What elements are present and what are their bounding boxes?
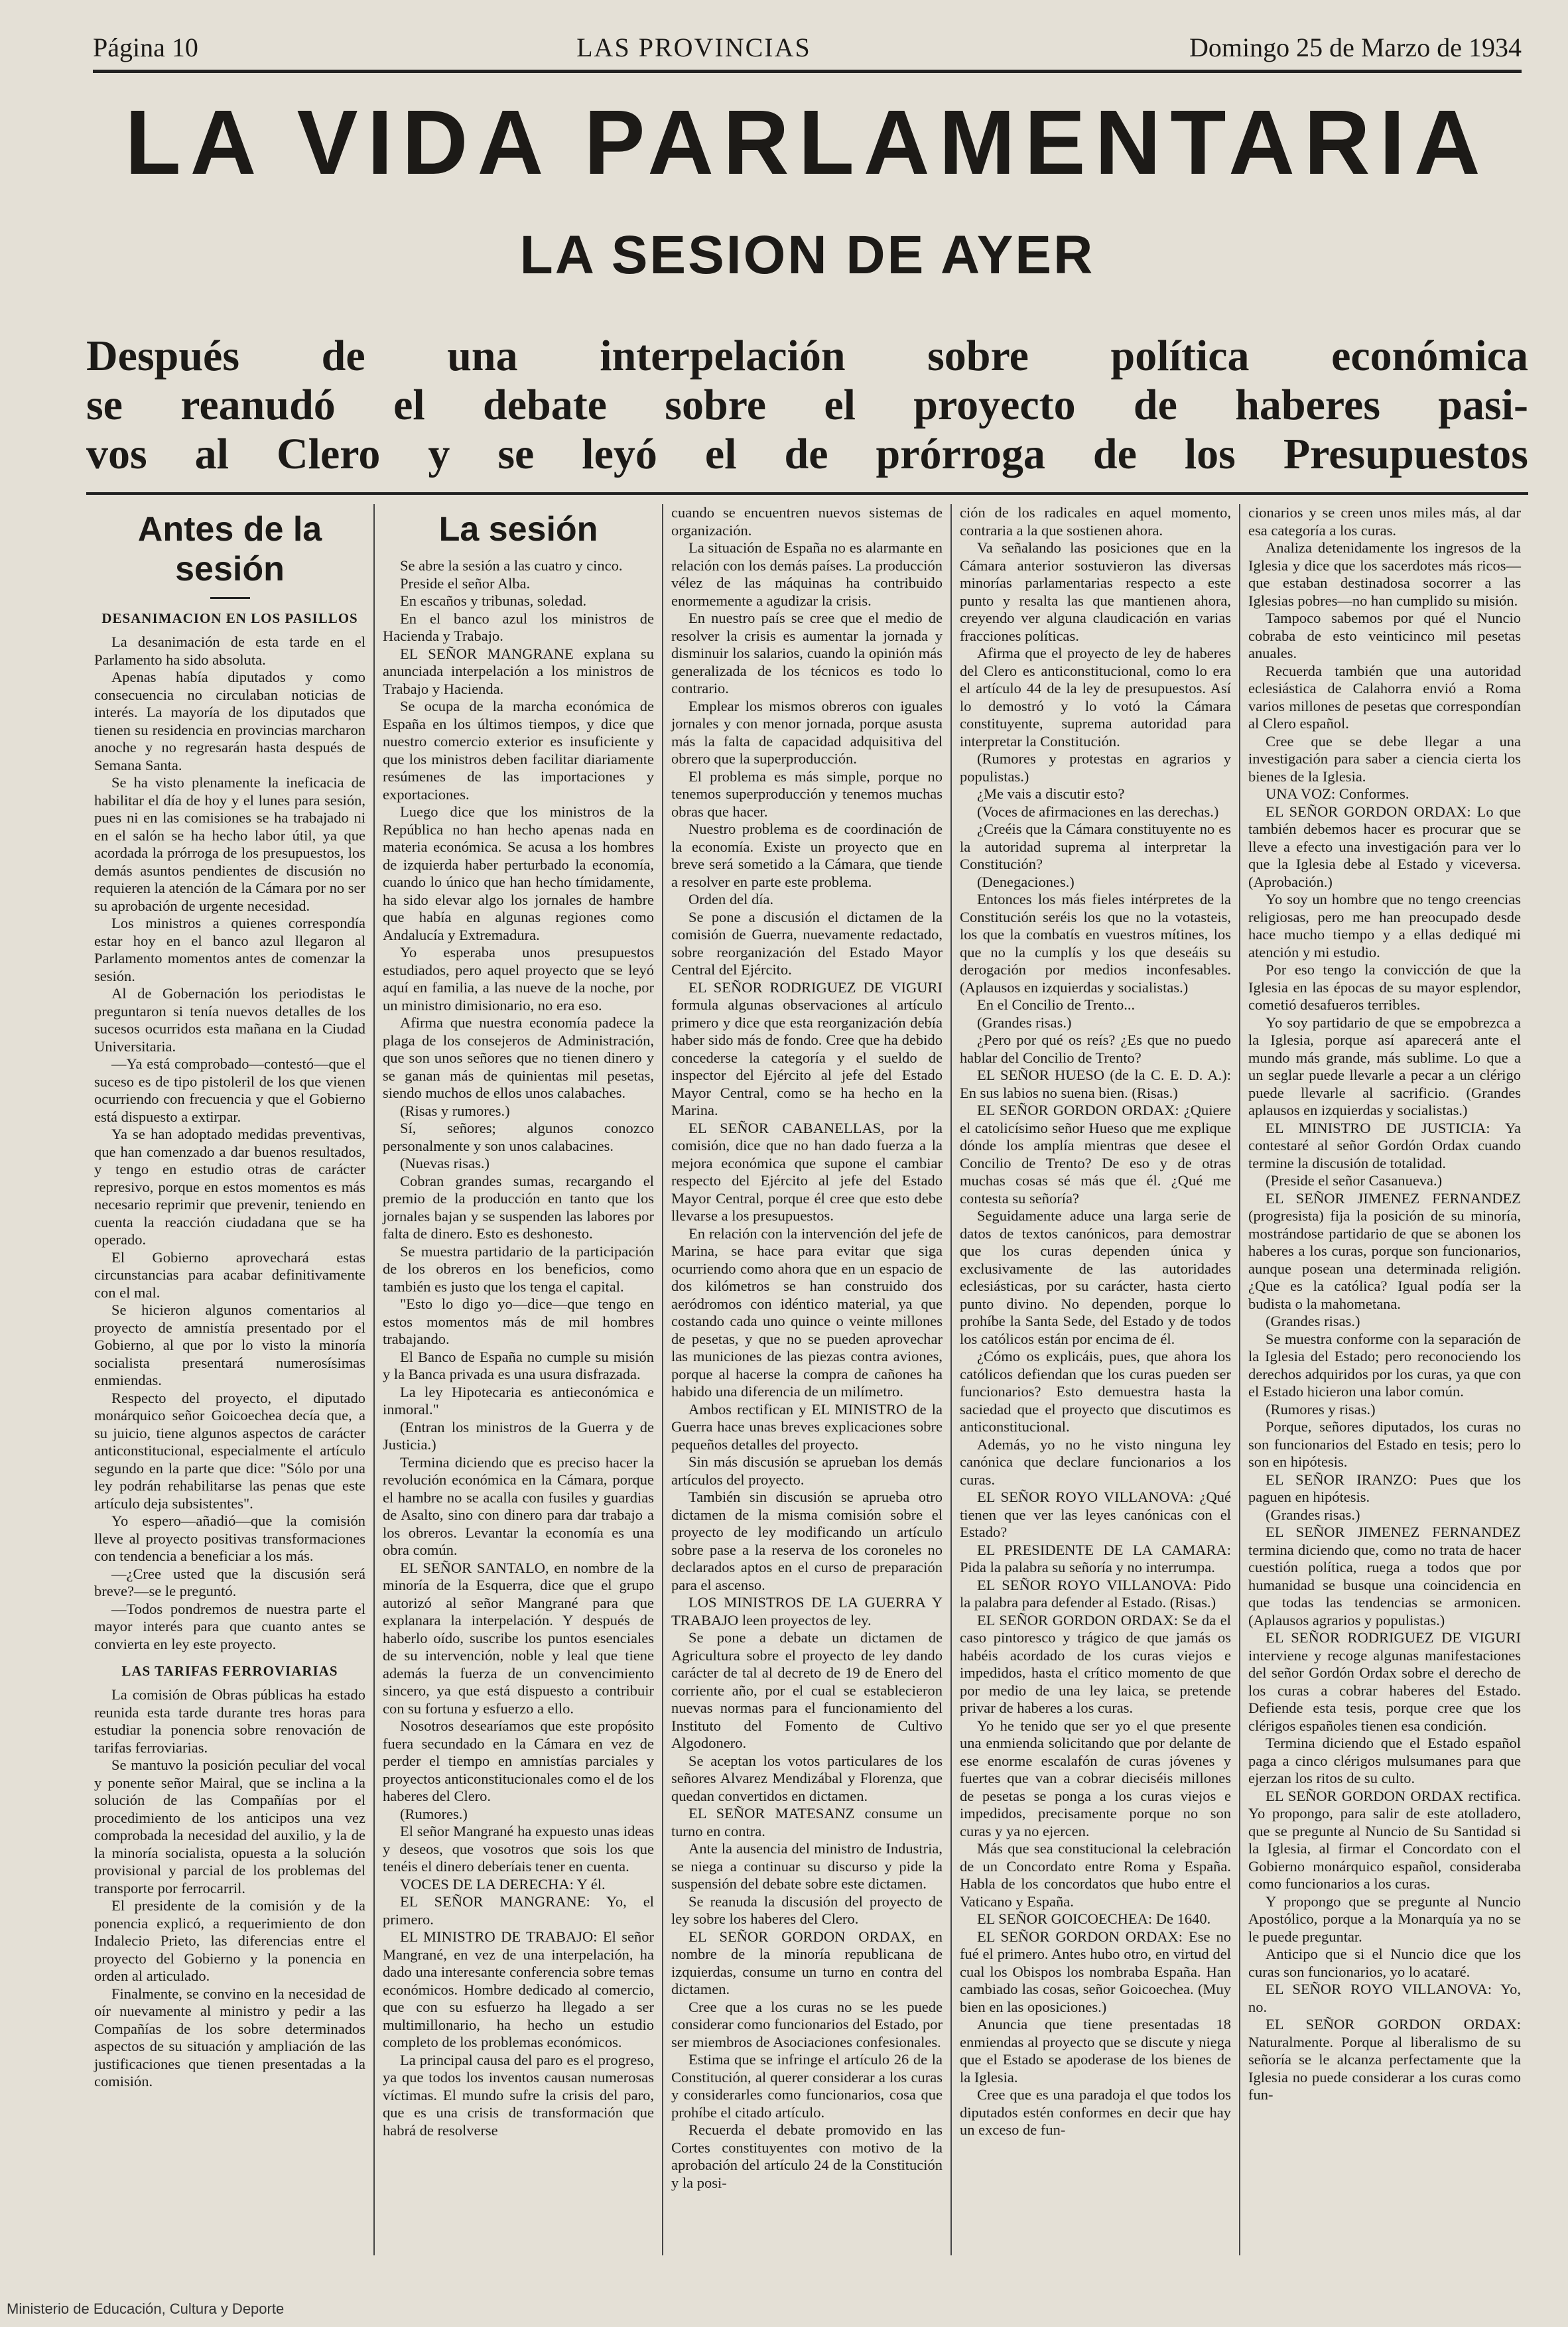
paragraph: EL SEÑOR GORDON ORDAX: Lo que también debemos hacer es procurar que se lleve a efecto una investigación para ver lo que la Iglesia debe al Estado y viceversa. (Aprobación.) xyxy=(1248,803,1521,890)
paragraph: El Banco de España no cumple su misión y la Banca privada es una usura disfrazada. xyxy=(383,1348,654,1382)
paragraph: EL SEÑOR GORDON ORDAX: ¿Quiere el catolicísimo señor Hueso que me explique dónde los amplía mientras que desee el Concilio de Trento? De eso y de otras muchas cosas sé más que él. ¿Qué me contesta su señoría? xyxy=(960,1102,1231,1207)
paragraph: (Risas y rumores.) xyxy=(400,1102,510,1119)
section-subtitle: LA SESION DE AYER xyxy=(519,225,1095,285)
paragraph: Orden del día. xyxy=(688,891,774,907)
paragraph: EL SEÑOR ROYO VILLANOVA: ¿Qué tienen que ver las leyes canónicas con el Estado? xyxy=(960,1489,1231,1540)
paragraph: EL SEÑOR RODRIGUEZ DE VIGURI interviene y recoge algunas manifestaciones del señor Gordón Ordax sobre el derecho de los curas a cobrar haberes del Estado. Defiende esta tesis, porque cree que los clérigos españoles tienen esa condición. xyxy=(1248,1629,1521,1734)
column-5 xyxy=(1240,504,1529,2255)
main-headline xyxy=(86,332,1528,479)
paragraph: Yo espero—añadió—que la comisión lleve al proyecto positivas transformaciones con tendencia a beneficiar a los más. xyxy=(94,1512,365,1564)
paragraph: Respecto del proyecto, el diputado monárquico señor Goicoechea decía que, a su juicio, tiene algunos aspectos de carácter anticonstitucional, especialmente el artículo segundo en la parte que dice: "Sólo por una ley podrán rehabilitarse las penas que este artículo deja subsistentes". xyxy=(94,1389,365,1512)
paragraph: Se hicieron algunos comentarios al proyecto de amnistía presentado por el Gobierno, al que por lo visto la minoría socialista presentará numerosísimas enmiendas. xyxy=(94,1301,365,1388)
paragraph: Y propongo que se pregunte al Nuncio Apostólico, porque a la Monarquía ya no se le puede preguntar. xyxy=(1248,1893,1521,1945)
paragraph: Se muestra partidario de la participación de los obreros en los beneficios, como también es justo que los tenga el capital. xyxy=(383,1242,654,1295)
paragraph: EL MINISTRO DE JUSTICIA: Ya contestaré al señor Gordón Ordax cuando termine la discusión de totalidad. xyxy=(1248,1119,1521,1171)
column-heading: La sesión xyxy=(438,510,598,549)
paragraph: (Voces de afirmaciones en las derechas.) xyxy=(977,803,1219,820)
paragraph: Afirma que el proyecto de ley de haberes del Clero es anticonstitucional, como lo era el artículo 44 de la ley de presupuestos. Así lo demostró y lo votó la Cámara constituyente, suprema autoridad para interpretar la Constitución. xyxy=(960,645,1231,750)
paragraph: El señor Mangrané ha expuesto unas ideas y deseos, que vosotros que sois los que tenéis el dinero deberíais tener en cuenta. xyxy=(383,1823,654,1875)
paragraph: EL SEÑOR GORDON ORDAX: Se da el caso pintoresco y trágico de que jamás os habéis acordado de los curas viejos e impedidos, hasta el crítico momento de que por medio de una ley laica, se pretende privar de haberes a los curas. xyxy=(960,1611,1231,1716)
paragraph: EL SEÑOR HUESO (de la C. E. D. A.): En sus labios no suena bien. (Risas.) xyxy=(960,1067,1231,1101)
paragraph: (Preside el señor Casanueva.) xyxy=(1266,1172,1443,1189)
paragraph: Cree que a los curas no se les puede considerar como funcionarios del Estado, por ser miembros de Asociaciones confesionales. xyxy=(671,1998,943,2050)
column-2 xyxy=(375,504,663,2255)
paragraph: EL SEÑOR ROYO VILLANOVA: Yo, no. xyxy=(1248,1981,1521,2015)
paragraph: Anuncia que tiene presentadas 18 enmiendas al proyecto que se discute y niega que el Estado se apoderase de los bienes de la Iglesia. xyxy=(960,2016,1231,2086)
paragraph: (Entran los ministros de la Guerra y de Justicia.) xyxy=(383,1418,654,1453)
paragraph: Yo soy un hombre que no tengo creencias religiosas, pero me han preocupado desde hace mucho tiempo y a ellas dediqué mi atención y mi estudio. xyxy=(1248,891,1521,961)
paragraph: Más que sea constitucional la celebración de un Concordato entre Roma y España. Habla de los concordatos que hubo entre el Vaticano y España. xyxy=(960,1840,1231,1910)
paragraph: EL SEÑOR JIMENEZ FERNANDEZ (progresista) fija la posición de su minoría, mostrándose partidario de que se abonen los haberes a los curas, porque son funcionarios, aunque posean una determinada religión. ¿Que es la católica? Igual podía ser la budista o la mahometana. xyxy=(1248,1189,1521,1312)
paragraph: EL PRESIDENTE DE LA CAMARA: Pida la palabra su señoría y no interrumpa. xyxy=(960,1541,1231,1575)
paragraph-group xyxy=(94,633,365,1653)
paragraph: EL SEÑOR GORDON ORDAX rectifica. Yo propongo, para salir de este atolladero, que se pregunte al Nuncio de Su Santidad si la Iglesia, al firmar el Concordato con el Gobierno monárquico español, consideraba como funcionarios a los curas. xyxy=(1248,1787,1521,1892)
headline-line: vos al Clero y se leyó el de prórroga de los Presupuestos xyxy=(86,430,1528,478)
paragraph: EL SEÑOR SANTALO, en nombre de la minoría de la Esquerra, dice que el grupo autorizó al señor Mangrané para que explanara la interpelación. Y después de haberlo oído, suscribe los puntos esenciales de su intervención, noble y leal que tiene además la fuerza de un convencimiento sincero, ya que está dispuesto a contribuir con su fortuna y esfuerzo a ello. xyxy=(383,1559,654,1717)
paragraph: Finalmente, se convino en la necesidad de oír nuevamente al ministro y pedir a las Compañías de los sobre determinados aspectos de su situación y ampliación de las justificaciones que tienen presentadas a la comisión. xyxy=(94,1985,365,2090)
paragraph: ción de los radicales en aquel momento, contraria a la que sostienen ahora. xyxy=(960,504,1231,539)
paragraph: UNA VOZ: Conformes. xyxy=(1266,785,1409,802)
paragraph-group xyxy=(960,504,1231,2139)
paragraph-group xyxy=(94,1686,365,2091)
paragraph: (Rumores y risas.) xyxy=(1266,1400,1376,1418)
paragraph: En relación con la intervención del jefe de Marina, se hace para evitar que siga ocurriendo como ahora que en un espacio de dos kilómetros se han construido dos aeródromos con idéntico material, ya que costando cada uno quince o veinte millones de pesetas, y que no se pueden aprovechar las municiones de las piezas contra aviones, porque al hacerse la compra de cañones ha habido una diferencia de un milímetro. xyxy=(671,1225,943,1400)
headline-line: se reanudó el debate sobre el proyecto de haberes pasi- xyxy=(86,381,1528,429)
paragraph: El presidente de la comisión y de la ponencia explicó, a requerimiento de don Indalecio Prieto, las diferencias entre el proyecto del Gobierno y la ponencia en orden al articulado. xyxy=(94,1897,365,1984)
paragraph: Se mantuvo la posición peculiar del vocal y ponente señor Mairal, que se inclina a la solución de las Compañías por el procedimiento de los anticipos una vez comprobada la necesidad del auxilio, y la de la minoría socialista, opuesta a la solución provisional y parcial de los problemas del transporte por ferrocarril. xyxy=(94,1757,365,1896)
paragraph: Ambos rectifican y EL MINISTRO de la Guerra hace unas breves explicaciones sobre pequeños detalles del proyecto. xyxy=(671,1400,943,1453)
paragraph: EL SEÑOR RODRIGUEZ DE VIGURI formula algunas observaciones al artículo primero y dice que esta reorganización debía haber sido más de fondo. Cree que ha debido concederse la categoría y el sueldo de inspector del Ejército al jefe del Estado Mayor Central, como se ha hecho en la Marina. xyxy=(671,978,943,1118)
subheading: LAS TARIFAS FERROVIARIAS xyxy=(121,1663,338,1679)
paragraph: ¿Me vais a discutir esto? xyxy=(977,785,1125,802)
paragraph: Se pone a debate un dictamen de Agricultura sobre el proyecto de ley dando carácter de tal al decreto de 19 de Enero del corriente año, por el cual se establecieron nuevas normas para el funcionamiento del Instituto del Fomento de Cultivo Algodonero. xyxy=(671,1629,943,1751)
paragraph: EL SEÑOR GOICOECHEA: De 1640. xyxy=(977,1910,1211,1927)
paragraph: Afirma que nuestra economía padece la plaga de los consejeros de Administración, que son unos señores que no tienen dinero y se ganan más de quinientas mil pesetas, siendo muchos de ellos unos calabaches. xyxy=(383,1014,654,1101)
paragraph: Se ocupa de la marcha económica de España en los últimos tiempos, y dice que nuestro comercio exterior es insuficiente y que los ministros deben facilitar diariamente resúmenes de las importaciones y exportaciones. xyxy=(383,698,654,803)
paragraph: (Nuevas risas.) xyxy=(400,1155,490,1171)
paragraph: En nuestro país se cree que el medio de resolver la crisis es aumentar la jornada y disminuir los salarios, cuando la opinión más generalizada de los técnicos es todo lo contrario. xyxy=(671,610,943,697)
paragraph: La principal causa del paro es el progreso, ya que todos los inventos causan numerosas víctimas. El mundo sufre la crisis del paro, que es una crisis de transformación que habrá de resolverse xyxy=(383,2051,654,2139)
paragraph: Sí, señores; algunos conozco personalmente y son unos calabacines. xyxy=(383,1120,654,1154)
paragraph: EL SEÑOR GORDON ORDAX: Naturalmente. Porque al liberalismo de su señoría se le alcanza perfectamente que la Iglesia no puede considerar a los curas como fun- xyxy=(1248,2016,1521,2103)
paragraph: Se reanuda la discusión del proyecto de ley sobre los haberes del Clero. xyxy=(671,1893,943,1927)
paragraph: —¿Cree usted que la discusión será breve?—se le preguntó. xyxy=(94,1565,365,1599)
newspaper-name: LAS PROVINCIAS xyxy=(576,33,811,62)
column-1 xyxy=(86,504,375,2255)
paragraph: Porque, señores diputados, los curas no son funcionarios del Estado en tesis; pero lo son en hipótesis. xyxy=(1248,1418,1521,1470)
paragraph: Ante la ausencia del ministro de Industria, se niega a continuar su discurso y pide la suspensión del debate sobre este dictamen. xyxy=(671,1840,943,1892)
paragraph: Emplear los mismos obreros con iguales jornales y con menor jornada, porque asusta más la falta de capacidad adquisitiva del obrero que la superproducción. xyxy=(671,697,943,767)
paragraph: El problema es más simple, porque no tenemos superproducción y tenemos muchas obras que hacer. xyxy=(671,767,943,820)
paragraph: Yo esperaba unos presupuestos estudiados, pero aquel proyecto que se leyó aquí en familia, a las nueve de la noche, por un ministro dimisionario, no era eso. xyxy=(383,944,654,1014)
paragraph: "Esto lo digo yo—dice—que tengo en estos momentos más de mil hombres trabajando. xyxy=(383,1296,654,1347)
paragraph: Recuerda también que una autoridad eclesiástica de Calahorra envió a Roma varios millones de pesetas que correspondían al Clero español. xyxy=(1248,662,1521,732)
paragraph: La comisión de Obras públicas ha estado reunida esta tarde durante tres horas para estudiar la ponencia sobre renovación de tarifas ferroviarias. xyxy=(94,1686,365,1756)
paragraph-group xyxy=(671,504,943,2192)
paragraph: Preside el señor Alba. xyxy=(400,574,531,592)
paragraph: La ley Hipotecaria es antieconómica e inmoral." xyxy=(383,1383,654,1418)
article-columns xyxy=(86,504,1530,2255)
paragraph: ¿Creéis que la Cámara constituyente no es la autoridad suprema al interpretar la Constitución? xyxy=(960,821,1231,872)
paragraph: Se pone a discusión el dictamen de la comisión de Guerra, nuevamente redactado, sobre reorganización del Estado Mayor Central del Ejército. xyxy=(671,908,943,978)
paragraph: EL SEÑOR JIMENEZ FERNANDEZ termina diciendo que, como no trata de hacer cuestión política, ruega a todos que por humanidad se busque una coincidencia en que todas las tendencias se armonicen. (Aplausos agrarios y populistas.) xyxy=(1248,1524,1521,1629)
paragraph: Los ministros a quienes correspondía estar hoy en el banco azul llegaron al Parlamento momentos antes de comenzar la sesión. xyxy=(94,915,365,984)
divider xyxy=(210,597,250,599)
paragraph: En escaños y tribunas, soledad. xyxy=(400,592,587,609)
section-title: LA VIDA PARLAMENTARIA xyxy=(125,92,1490,194)
paragraph: ¿Pero por qué os reís? ¿Es que no puedo hablar del Concilio de Trento? xyxy=(960,1031,1231,1066)
paragraph: Cree que es una paradoja el que todos los diputados estén conformes en decir que hay un exceso de fun- xyxy=(960,2086,1231,2138)
paragraph: El Gobierno aprovechará estas circunstancias para acabar definitivamente con el mal. xyxy=(94,1248,365,1301)
issue-date: Domingo 25 de Marzo de 1934 xyxy=(1189,33,1522,62)
paragraph: EL SEÑOR MATESANZ consume un turno en contra. xyxy=(671,1805,943,1839)
paragraph: cuando se encuentren nuevos sistemas de organización. xyxy=(671,504,943,539)
paragraph: EL SEÑOR GORDON ORDAX: Ese no fué el primero. Antes hubo otro, en virtud del cual los Obispos los nombraba España. Han cambiado las cosas, señor Goicoechea. (Muy bien en las oposiciones.) xyxy=(960,1928,1231,2015)
paragraph: (Grandes risas.) xyxy=(1266,1506,1360,1523)
paragraph: Anticipo que si el Nuncio dice que los curas son funcionarios, yo lo acataré. xyxy=(1248,1946,1521,1980)
paragraph: Estima que se infringe el artículo 26 de la Constitución, al querer considerar a los curas y considerarles como funcionarios, cosa que prohíbe el citado artículo. xyxy=(671,2051,943,2121)
paragraph: Yo soy partidario de que se empobrezca a la Iglesia, porque así aparecerá ante el mundo más grande, más sublime. Lo que a un seglar puede llevarle a pecar a un clérigo puede llevarle al sacrificio. (Grandes aplausos en izquierdas y socialistas.) xyxy=(1248,1014,1521,1118)
paragraph: (Rumores.) xyxy=(400,1805,468,1822)
paragraph: (Denegaciones.) xyxy=(977,873,1075,890)
paragraph: VOCES DE LA DERECHA: Y él. xyxy=(400,1875,606,1893)
paragraph: En el banco azul los ministros de Hacienda y Trabajo. xyxy=(383,610,654,644)
paragraph: Termina diciendo que el Estado español paga a cinco clérigos mulsumanes para que ejerzan los ritos de su culto. xyxy=(1248,1735,1521,1786)
paragraph: Además, yo no he visto ninguna ley canónica que declare funcionarios a los curas. xyxy=(960,1435,1231,1488)
paragraph: Yo he tenido que ser yo el que presente una enmienda solicitando que por delante de ese enorme escalafón de curas jóvenes y fuertes que van a cobrar dieciséis millones de pesetas se ponga a los curas viejos e impedidos, precisamente porque no son curas y ya no ejercen. xyxy=(960,1717,1231,1839)
paragraph-group xyxy=(1248,504,1521,2104)
paragraph: La desanimación de esta tarde en el Parlamento ha sido absoluta. xyxy=(94,633,365,668)
headline-rule xyxy=(86,492,1528,495)
paragraph: —Ya está comprobado—contestó—que el suceso es de tipo pistoleril de los que vienen ocurriendo con frecuencia y que el Gobierno está dispuesto a extirpar. xyxy=(94,1055,365,1125)
paragraph: Por eso tengo la convicción de que la Iglesia en las épocas de su mayor esplendor, cometió desafueros terribles. xyxy=(1248,961,1521,1013)
column-3 xyxy=(663,504,952,2255)
paragraph: Recuerda el debate promovido en las Cortes constituyentes con motivo de la aprobación del artículo 24 de la Constitución y la posi- xyxy=(671,2121,943,2191)
paragraph: Nosotros desearíamos que este propósito fuera secundado en la Cámara en vez de perder el tiempo en amnistías parciales y proyectos anticonstitucionales como el de los haberes del Clero. xyxy=(383,1717,654,1804)
paragraph: —Todos pondremos de nuestra parte el mayor interés para que cuanto antes se convierta en ley este proyecto. xyxy=(94,1600,365,1652)
paragraph: Luego dice que los ministros de la República no han hecho apenas nada en materia económica. Se acusa a los hombres de izquierda haber perturbado la economía, cuando lo único que han hecho tímidamente, ha sido elevar algo los jornales de hambre que había en algunas regiones como Andalucía y Extremadura. xyxy=(383,803,654,943)
paragraph: Se aceptan los votos particulares de los señores Alvarez Mendizábal y Florenza, que quedan convertidos en dictamen. xyxy=(671,1752,943,1804)
column-4 xyxy=(952,504,1240,2255)
headline-line: Después de una interpelación sobre política económica xyxy=(86,332,1528,380)
paragraph: EL MINISTRO DE TRABAJO: El señor Mangrané, en vez de una interpelación, ha dado una interesante conferencia sobre temas económicos. Hombre dedicado al comercio, que con su esfuerzo ha llegado a ser multimillonario, ha hecho un estudio completo de los problemas económicos. xyxy=(383,1928,654,2050)
paragraph: Seguidamente aduce una larga serie de datos de textos canónicos, para demostrar que los curas dependen única y exclusivamente de las autoridades eclesiásticas, por su carácter, hasta cierto punto divino. No dependen, porque lo prohíbe la Santa Sede, del Estado y de todos los católicos están por encima de él. xyxy=(960,1207,1231,1347)
column-heading: Antes de la sesión xyxy=(137,510,322,588)
paragraph: EL SEÑOR GORDON ORDAX, en nombre de la minoría republicana de izquierdas, consume un turno en contra del dictamen. xyxy=(671,1928,943,1997)
paragraph: Al de Gobernación los periodistas le preguntaron si tenía nuevos detalles de los sucesos ocurridos esta mañana en la Ciudad Universitaria. xyxy=(94,985,365,1055)
paragraph: LOS MINISTROS DE LA GUERRA Y TRABAJO leen proyectos de ley. xyxy=(671,1594,943,1629)
paragraph: EL SEÑOR IRANZO: Pues que los paguen en hipótesis. xyxy=(1248,1471,1521,1505)
paragraph: (Grandes risas.) xyxy=(1266,1313,1360,1329)
paragraph: EL SEÑOR MANGRANE: Yo, el primero. xyxy=(383,1893,654,1928)
paragraph: Termina diciendo que es preciso hacer la revolución económica en la Cámara, porque el hambre no se acalla con fusiles y guardias de Asalto, sino con dinero para dar trabajo a los obreros. Levantar la economía es una obra común. xyxy=(383,1453,654,1558)
paragraph: Se ha visto plenamente la ineficacia de habilitar el día de hoy y el lunes para sesión, pues ni en las comisiones se ha trabajado ni en el salón se ha hecho labor útil, ya que acordada la prórroga de los presupuestos, los demás asuntos pendientes de discusión no requieren la atención de la Cámara por no ser su aprobación de urgente necesidad. xyxy=(94,774,365,914)
page-number: Página 10 xyxy=(93,33,198,62)
paragraph: Cobran grandes sumas, recargando el premio de la producción en tanto que los jornales bajan y se suspenden las labores por falta de dinero. Esto es deshonesto. xyxy=(383,1172,654,1242)
subheading: DESANIMACION EN LOS PASILLOS xyxy=(101,610,358,626)
paragraph: Analiza detenidamente los ingresos de la Iglesia y dice que los sacerdotes más ricos—que estaban destinadosa socorrer a las Iglesias pobres—no han cumplido su misión. xyxy=(1248,539,1521,609)
paragraph: cionarios y se creen unos miles más, al dar esa categoría a los curas. xyxy=(1248,504,1521,539)
paragraph: También sin discusión se aprueba otro dictamen de la misma comisión sobre el proyecto de ley modificando un artículo sobre pase a la reserva de los coroneles no declarados aptos en el curso de preparación para el ascenso. xyxy=(671,1489,943,1593)
paragraph-group xyxy=(383,557,654,2139)
paragraph: (Rumores y protestas en agrarios y populistas.) xyxy=(960,750,1231,785)
paragraph: EL SEÑOR MANGRANE explana su anunciada interpelación a los ministros de Trabajo y Hacienda. xyxy=(383,645,654,697)
running-header xyxy=(93,27,1522,73)
paragraph: Nuestro problema es de coordinación de la economía. Existe un proyecto que en breve será sometido a la Cámara, que tiende a resolver en parte este problema. xyxy=(671,821,943,890)
paragraph: Se abre la sesión a las cuatro y cinco. xyxy=(400,557,623,574)
paragraph: Apenas había diputados y como consecuencia no circulaban noticias de interés. La mayoría de los diputados que tienen su residencia en provincias marcharon anoche y no regresarán hasta después de Semana Santa. xyxy=(94,669,365,773)
archive-credit: Ministerio de Educación, Cultura y Deporte xyxy=(7,2300,285,2317)
paragraph: (Grandes risas.) xyxy=(977,1014,1072,1031)
paragraph: Va señalando las posiciones que en la Cámara anterior sostuvieron las diversas minorías parlamentarias respecto a este punto y resalta las que mantienen ahora, creyendo ver alguna claudicación en varias fracciones políticas. xyxy=(960,539,1231,644)
paragraph: Entonces los más fieles intérpretes de la Constitución seréis los que no la votasteis, los que la combatís en vuestros mítines, los que no la cumplís y los que deseáis su derogación por medios inconfesables. (Aplausos en izquierdas y socialistas.) xyxy=(960,891,1231,996)
paragraph: ¿Cómo os explicáis, pues, que ahora los católicos defiendan que los curas pueden ser funcionarios? Esto demuestra hasta la saciedad que el proyecto que discutimos es anticonstitucional. xyxy=(960,1348,1231,1435)
paragraph: Sin más discusión se aprueban los demás artículos del proyecto. xyxy=(671,1453,943,1488)
paragraph: Cree que se debe llegar a una investigación para saber a ciencia cierta los bienes de la Iglesia. xyxy=(1248,732,1521,785)
paragraph: EL SEÑOR CABANELLAS, por la comisión, dice que no han dado fuerza a la mejora económica que supone el cambiar respecto del Ejército al jefe del Estado Mayor Central, porque él cree que esto debe llevarse a los presupuestos. xyxy=(671,1119,943,1224)
paragraph: Tampoco sabemos por qué el Nuncio cobraba de esto veinticinco mil pesetas anuales. xyxy=(1248,610,1521,661)
paragraph: En el Concilio de Trento... xyxy=(977,996,1136,1013)
paragraph: La situación de España no es alarmante en relación con los demás países. La producción vélez de las máquinas ha contribuido enormemente a agudizar la crisis. xyxy=(671,539,943,609)
paragraph: Ya se han adoptado medidas preventivas, que han comenzado a dar buenos resultados, y tengo en estudio otras de carácter represivo, porque en estos momentos es más necesario reprimir que prevenir, teniendo en cuenta la reacción ciudadana que se ha operado. xyxy=(94,1126,365,1248)
paragraph: EL SEÑOR ROYO VILLANOVA: Pido la palabra para defender al Estado. (Risas.) xyxy=(960,1576,1231,1611)
paragraph: Se muestra conforme con la separación de la Iglesia del Estado; pero reconociendo los derechos adquiridos por los curas, ya que con el Estado hicieron una labor común. xyxy=(1248,1330,1521,1400)
